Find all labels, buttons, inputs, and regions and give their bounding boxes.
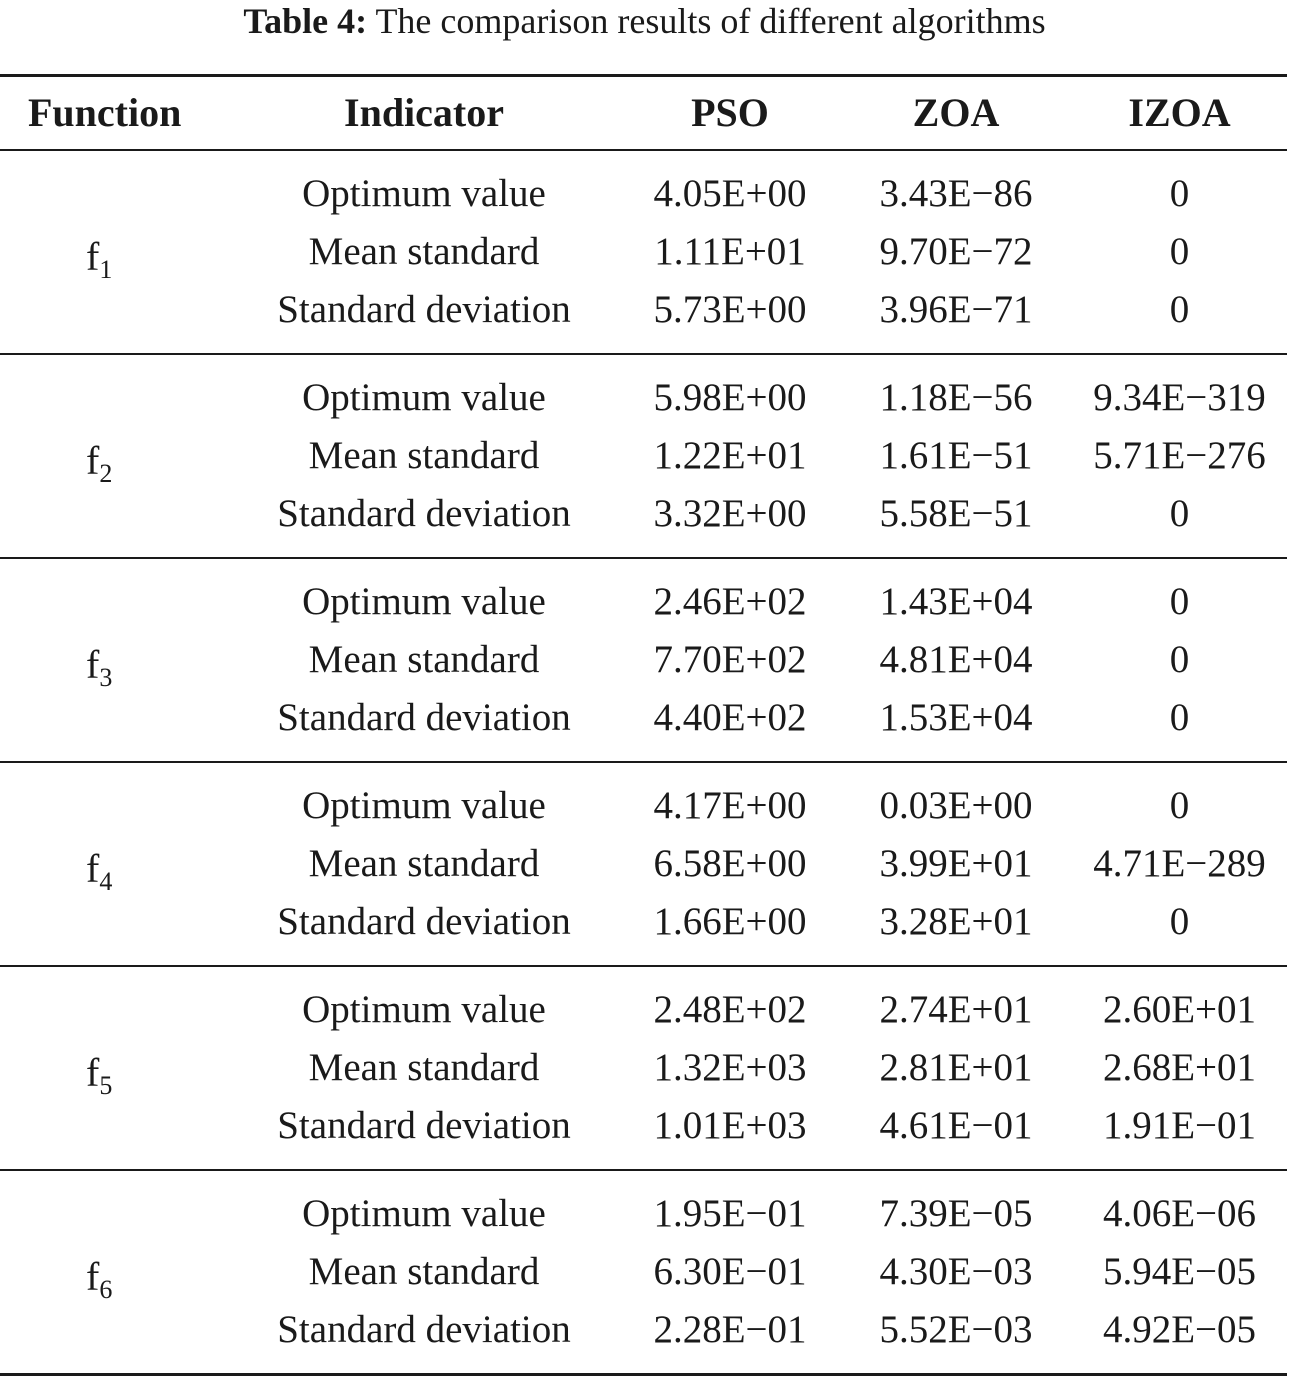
zoa-value: 7.39E−05 bbox=[879, 1192, 1033, 1235]
indicator-cell: Mean standard bbox=[308, 434, 540, 477]
izoa-value: 9.34E−319 bbox=[1093, 376, 1266, 419]
indicator-cell: Optimum value bbox=[302, 784, 546, 827]
pso-value: 5.98E+00 bbox=[653, 376, 807, 419]
function-name: f bbox=[86, 641, 100, 687]
indicator-cell: Standard deviation bbox=[277, 288, 571, 331]
indicator-cell: Standard deviation bbox=[277, 1104, 571, 1147]
function-cell bbox=[0, 150, 228, 354]
indicator-cell: Optimum value bbox=[302, 172, 546, 215]
zoa-value: 5.52E−03 bbox=[879, 1308, 1033, 1351]
indicator-cell: Standard deviation bbox=[277, 900, 571, 943]
indicator-cell: Mean standard bbox=[308, 1250, 540, 1293]
zoa-value: 4.30E−03 bbox=[879, 1250, 1033, 1293]
izoa-value: 0 bbox=[1169, 288, 1190, 331]
function-subscript: 1 bbox=[99, 254, 113, 284]
table-row bbox=[0, 762, 1287, 835]
indicator-cell: Mean standard bbox=[308, 1046, 540, 1089]
izoa-value: 5.94E−05 bbox=[1102, 1250, 1257, 1293]
indicator-cell: Optimum value bbox=[302, 988, 546, 1031]
caption-text: The comparison results of different algorithms bbox=[375, 1, 1046, 41]
izoa-value: 5.71E−276 bbox=[1093, 434, 1266, 477]
pso-value: 2.48E+02 bbox=[653, 988, 807, 1031]
izoa-value: 1.91E−01 bbox=[1102, 1104, 1257, 1147]
zoa-value: 2.74E+01 bbox=[879, 988, 1033, 1031]
pso-value: 4.05E+00 bbox=[653, 172, 807, 215]
table-row bbox=[0, 354, 1287, 427]
function-cell bbox=[0, 762, 228, 966]
pso-value: 1.01E+03 bbox=[653, 1104, 807, 1147]
function-name: f bbox=[86, 233, 100, 279]
table-row bbox=[0, 150, 1287, 223]
izoa-value: 0 bbox=[1169, 230, 1190, 273]
pso-value: 4.17E+00 bbox=[653, 784, 807, 827]
izoa-value: 4.71E−289 bbox=[1093, 842, 1266, 885]
header-row bbox=[0, 76, 1287, 150]
izoa-value: 2.60E+01 bbox=[1102, 988, 1257, 1031]
zoa-value: 3.96E−71 bbox=[879, 288, 1033, 331]
zoa-value: 3.99E+01 bbox=[879, 842, 1033, 885]
function-subscript: 4 bbox=[99, 866, 113, 896]
pso-value: 1.95E−01 bbox=[653, 1192, 807, 1235]
izoa-value: 0 bbox=[1169, 784, 1190, 827]
izoa-value: 4.06E−06 bbox=[1102, 1192, 1257, 1235]
izoa-value: 0 bbox=[1169, 492, 1190, 535]
izoa-value: 4.92E−05 bbox=[1102, 1308, 1257, 1351]
zoa-value: 4.61E−01 bbox=[879, 1104, 1033, 1147]
table-row bbox=[0, 558, 1287, 631]
indicator-cell: Standard deviation bbox=[277, 696, 571, 739]
function-subscript: 3 bbox=[99, 662, 113, 692]
indicator-cell: Optimum value bbox=[302, 1192, 546, 1235]
indicator-cell: Mean standard bbox=[308, 230, 540, 273]
function-subscript: 5 bbox=[99, 1070, 113, 1100]
zoa-value: 1.43E+04 bbox=[879, 580, 1033, 623]
izoa-value: 0 bbox=[1169, 638, 1190, 681]
header-function: Function bbox=[28, 90, 182, 136]
zoa-value: 0.03E+00 bbox=[879, 784, 1033, 827]
function-name: f bbox=[86, 437, 100, 483]
zoa-value: 2.81E+01 bbox=[879, 1046, 1033, 1089]
pso-value: 6.58E+00 bbox=[653, 842, 807, 885]
header-izoa: IZOA bbox=[1128, 90, 1231, 136]
table-row bbox=[0, 1170, 1287, 1243]
table-row bbox=[0, 966, 1287, 1039]
table-body bbox=[0, 150, 1287, 1375]
function-subscript: 2 bbox=[99, 458, 113, 488]
zoa-value: 9.70E−72 bbox=[879, 230, 1033, 273]
zoa-value: 3.43E−86 bbox=[879, 172, 1033, 215]
header-pso: PSO bbox=[691, 90, 769, 136]
zoa-value: 1.53E+04 bbox=[879, 696, 1033, 739]
results-table bbox=[0, 74, 1287, 1376]
function-cell bbox=[0, 558, 228, 762]
pso-value: 2.46E+02 bbox=[653, 580, 807, 623]
pso-value: 3.32E+00 bbox=[653, 492, 807, 535]
pso-value: 2.28E−01 bbox=[653, 1308, 807, 1351]
zoa-value: 4.81E+04 bbox=[879, 638, 1033, 681]
header-zoa: ZOA bbox=[912, 90, 1000, 136]
indicator-cell: Mean standard bbox=[308, 842, 540, 885]
pso-value: 1.66E+00 bbox=[653, 900, 807, 943]
pso-value: 7.70E+02 bbox=[653, 638, 807, 681]
indicator-cell: Standard deviation bbox=[277, 492, 571, 535]
function-name: f bbox=[86, 1049, 100, 1095]
header-indicator: Indicator bbox=[344, 90, 504, 136]
function-cell bbox=[0, 966, 228, 1170]
indicator-cell: Mean standard bbox=[308, 638, 540, 681]
pso-value: 1.32E+03 bbox=[653, 1046, 807, 1089]
function-name: f bbox=[86, 845, 100, 891]
function-subscript: 6 bbox=[99, 1274, 113, 1304]
zoa-value: 3.28E+01 bbox=[879, 900, 1033, 943]
izoa-value: 0 bbox=[1169, 696, 1190, 739]
pso-value: 1.22E+01 bbox=[653, 434, 807, 477]
indicator-cell: Optimum value bbox=[302, 376, 546, 419]
zoa-value: 1.61E−51 bbox=[879, 434, 1033, 477]
function-name: f bbox=[86, 1253, 100, 1299]
izoa-value: 0 bbox=[1169, 580, 1190, 623]
indicator-cell: Optimum value bbox=[302, 580, 546, 623]
izoa-value: 2.68E+01 bbox=[1102, 1046, 1257, 1089]
izoa-value: 0 bbox=[1169, 900, 1190, 943]
pso-value: 4.40E+02 bbox=[653, 696, 807, 739]
table-caption bbox=[0, 0, 1289, 44]
pso-value: 1.11E+01 bbox=[654, 230, 806, 273]
izoa-value: 0 bbox=[1169, 172, 1190, 215]
caption-label: Table 4: bbox=[243, 1, 368, 41]
function-cell bbox=[0, 1170, 228, 1375]
pso-value: 5.73E+00 bbox=[653, 288, 807, 331]
zoa-value: 5.58E−51 bbox=[879, 492, 1033, 535]
function-cell bbox=[0, 354, 228, 558]
indicator-cell: Standard deviation bbox=[277, 1308, 571, 1351]
zoa-value: 1.18E−56 bbox=[879, 376, 1033, 419]
pso-value: 6.30E−01 bbox=[653, 1250, 807, 1293]
